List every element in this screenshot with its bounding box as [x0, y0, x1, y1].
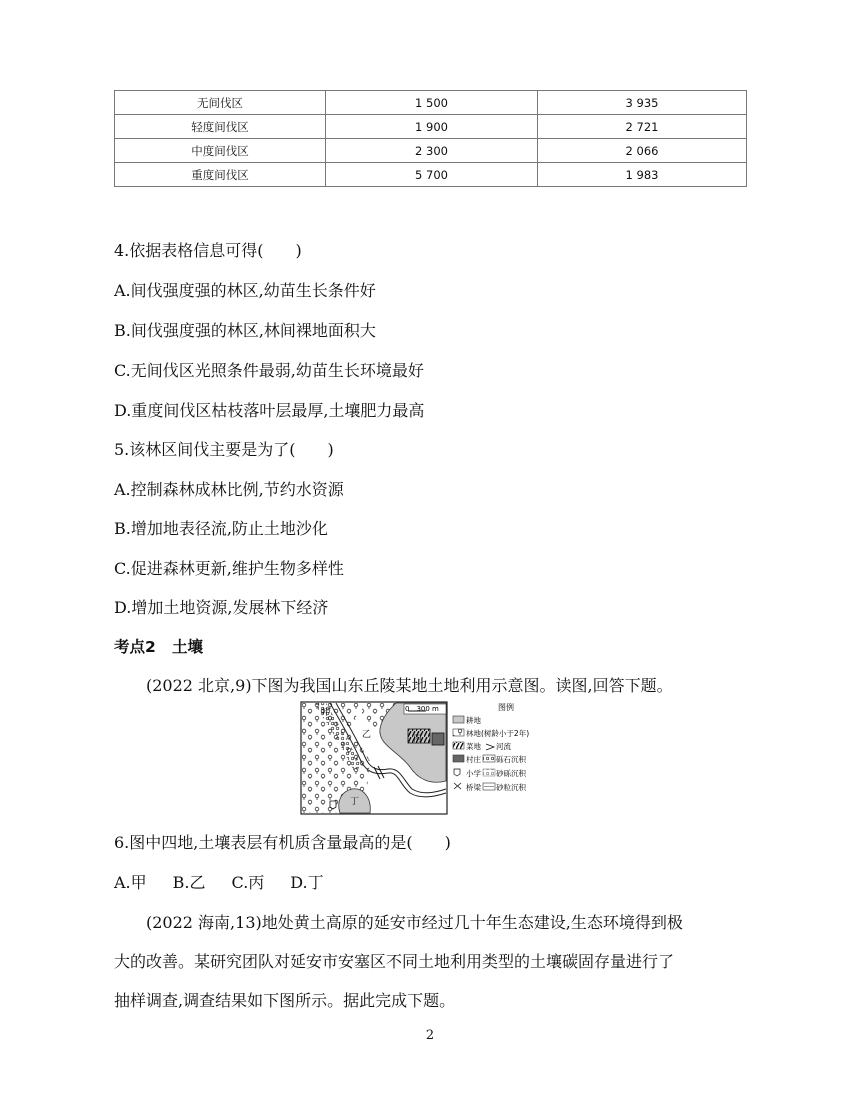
legend-cultivated: 耕地 [466, 716, 481, 725]
label-jia: 甲 [322, 708, 332, 718]
table-row [115, 163, 747, 187]
q5-option-a: A.控制森林成林比例,节约水资源 [114, 480, 344, 499]
table-cell: 2 066 [538, 139, 747, 163]
table-row [115, 115, 747, 139]
question-6-stem: 6.图中四地,土壤表层有机质含量最高的是( ) [114, 833, 451, 852]
map-scale: 0 300 m [405, 705, 439, 713]
label-bing: 丙 [413, 734, 423, 744]
q6-option-a: A.甲 [114, 873, 147, 892]
q4-option-a: A.间伐强度强的林区,幼苗生长条件好 [114, 281, 376, 300]
section-heading [114, 635, 203, 657]
legend-river: 河流 [496, 742, 511, 751]
q4-option-b: B.间伐强度强的林区,林间裸地面积大 [114, 321, 376, 340]
table-cell: 1 900 [326, 115, 538, 139]
table-row [115, 139, 747, 163]
table-cell: 无间伐区 [115, 91, 326, 115]
table-row [115, 91, 747, 115]
map-svg [300, 701, 562, 816]
data-table [114, 90, 747, 187]
table-cell: 2 721 [538, 115, 747, 139]
page-number: 2 [425, 1028, 435, 1043]
legend-forest: 林地(树龄小于2年) [466, 729, 530, 738]
q5-option-b: B.增加地表径流,防止土地沙化 [114, 519, 328, 538]
q6-options [114, 870, 350, 893]
q4-option-c: C.无间伐区光照条件最弱,幼苗生长环境最好 [114, 361, 424, 380]
table-cell: 1 500 [326, 91, 538, 115]
question-5-stem: 5.该林区间伐主要是为了( ) [114, 440, 334, 459]
table-cell: 5 700 [326, 163, 538, 187]
q4-option-d: D.重度间伐区枯枝落叶层最厚,土壤肥力最高 [114, 401, 425, 420]
intro-paragraph-1: (2022 北京,9)下图为我国山东丘陵某地土地利用示意图。读图,回答下题。 [146, 676, 673, 695]
q6-option-d: D.丁 [290, 873, 324, 892]
section-title: 土壤 [172, 638, 204, 656]
legend-vegetable: 菜地 [466, 742, 481, 751]
table-cell: 2 300 [326, 139, 538, 163]
q6-option-c: C.丙 [231, 873, 265, 892]
land-use-map [300, 701, 562, 816]
legend-gravel: 砾石沉积 [496, 755, 526, 764]
label-ding: 丁 [350, 797, 360, 807]
intro-paragraph-2-line-1: (2022 海南,13)地处黄土高原的延安市经过几十年生态建设,生态环境得到极 [146, 913, 683, 932]
q6-option-b: B.乙 [172, 873, 206, 892]
section-label: 考点2 [114, 638, 156, 656]
legend-village: 村庄 [466, 755, 481, 764]
q5-option-d: D.增加土地资源,发展林下经济 [114, 598, 329, 617]
table-cell: 1 983 [538, 163, 747, 187]
intro-paragraph-2-line-2: 大的改善。某研究团队对延安市安塞区不同土地利用类型的土壤碳固存量进行了 [114, 952, 675, 971]
table-cell: 中度间伐区 [115, 139, 326, 163]
table-cell: 重度间伐区 [115, 163, 326, 187]
legend-bridge: 桥梁 [466, 783, 481, 792]
question-4-stem: 4.依据表格信息可得( ) [114, 241, 302, 260]
legend-sand-gravel: 砂砾沉积 [496, 769, 526, 778]
legend-title: 图例 [498, 703, 514, 712]
legend-school: 小学 [466, 769, 481, 778]
intro-paragraph-2-line-3: 抽样调查,调查结果如下图所示。据此完成下题。 [114, 991, 456, 1010]
legend-sand: 砂粒沉积 [496, 783, 526, 792]
table-cell: 轻度间伐区 [115, 115, 326, 139]
label-yi: 乙 [362, 730, 372, 740]
q5-option-c: C.促进森林更新,维护生物多样性 [114, 559, 344, 578]
table-cell: 3 935 [538, 91, 747, 115]
